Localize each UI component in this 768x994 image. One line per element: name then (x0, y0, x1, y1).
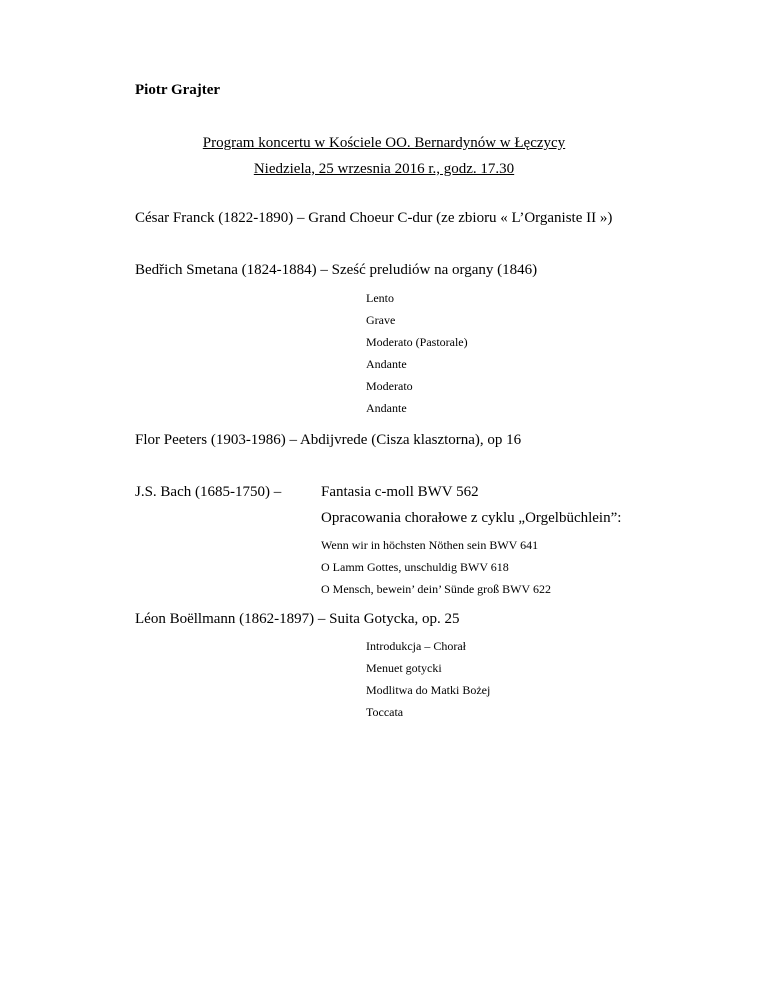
bach-composer: J.S. Bach (1685-1750) – (135, 484, 282, 500)
boellmann-movement: Modlitwa do Matki Bożej (366, 683, 491, 697)
boellmann-movement: Menuet gotycki (366, 661, 442, 675)
bach-chorale: Wenn wir in höchsten Nöthen sein BWV 641 (321, 538, 539, 552)
smetana-movement: Andante (366, 401, 407, 415)
boellmann-movement: Toccata (366, 705, 404, 719)
boellmann-movement: Introdukcja – Chorał (366, 639, 466, 653)
peeters-entry: Flor Peeters (1903-1986) – Abdijvrede (Cisza klasztorna), op 16 (135, 432, 522, 448)
concert-title: Program koncertu w Kościele OO. Bernardynów w Łęczycy (202, 135, 566, 151)
smetana-movement: Andante (366, 357, 407, 371)
smetana-movement: Grave (366, 313, 396, 327)
franck-entry: César Franck (1822-1890) – Grand Choeur C-dur (ze zbioru « L’Organiste II ») (135, 210, 613, 226)
concert-date: Niedziela, 25 wrzesnia 2016 r., godz. 17.30 (253, 161, 515, 177)
smetana-movement: Lento (366, 291, 394, 305)
boellmann-heading: Léon Boëllmann (1862-1897) – Suita Gotycka, op. 25 (135, 611, 460, 627)
bach-chorale: O Mensch, bewein’ dein’ Sünde groß BWV 622 (321, 582, 551, 596)
smetana-heading: Bedřich Smetana (1824-1884) – Sześć preludiów na organy (1846) (135, 262, 538, 278)
smetana-movement: Moderato (Pastorale) (366, 335, 468, 349)
author-name: Piotr Grajter (135, 82, 221, 98)
bach-chorale: O Lamm Gottes, unschuldig BWV 618 (321, 560, 509, 574)
smetana-movement: Moderato (366, 379, 413, 393)
bach-fantasia: Fantasia c-moll BWV 562 (321, 484, 479, 500)
bach-chorales-heading: Opracowania chorałowe z cyklu „Orgelbüchlein”: (321, 510, 622, 526)
